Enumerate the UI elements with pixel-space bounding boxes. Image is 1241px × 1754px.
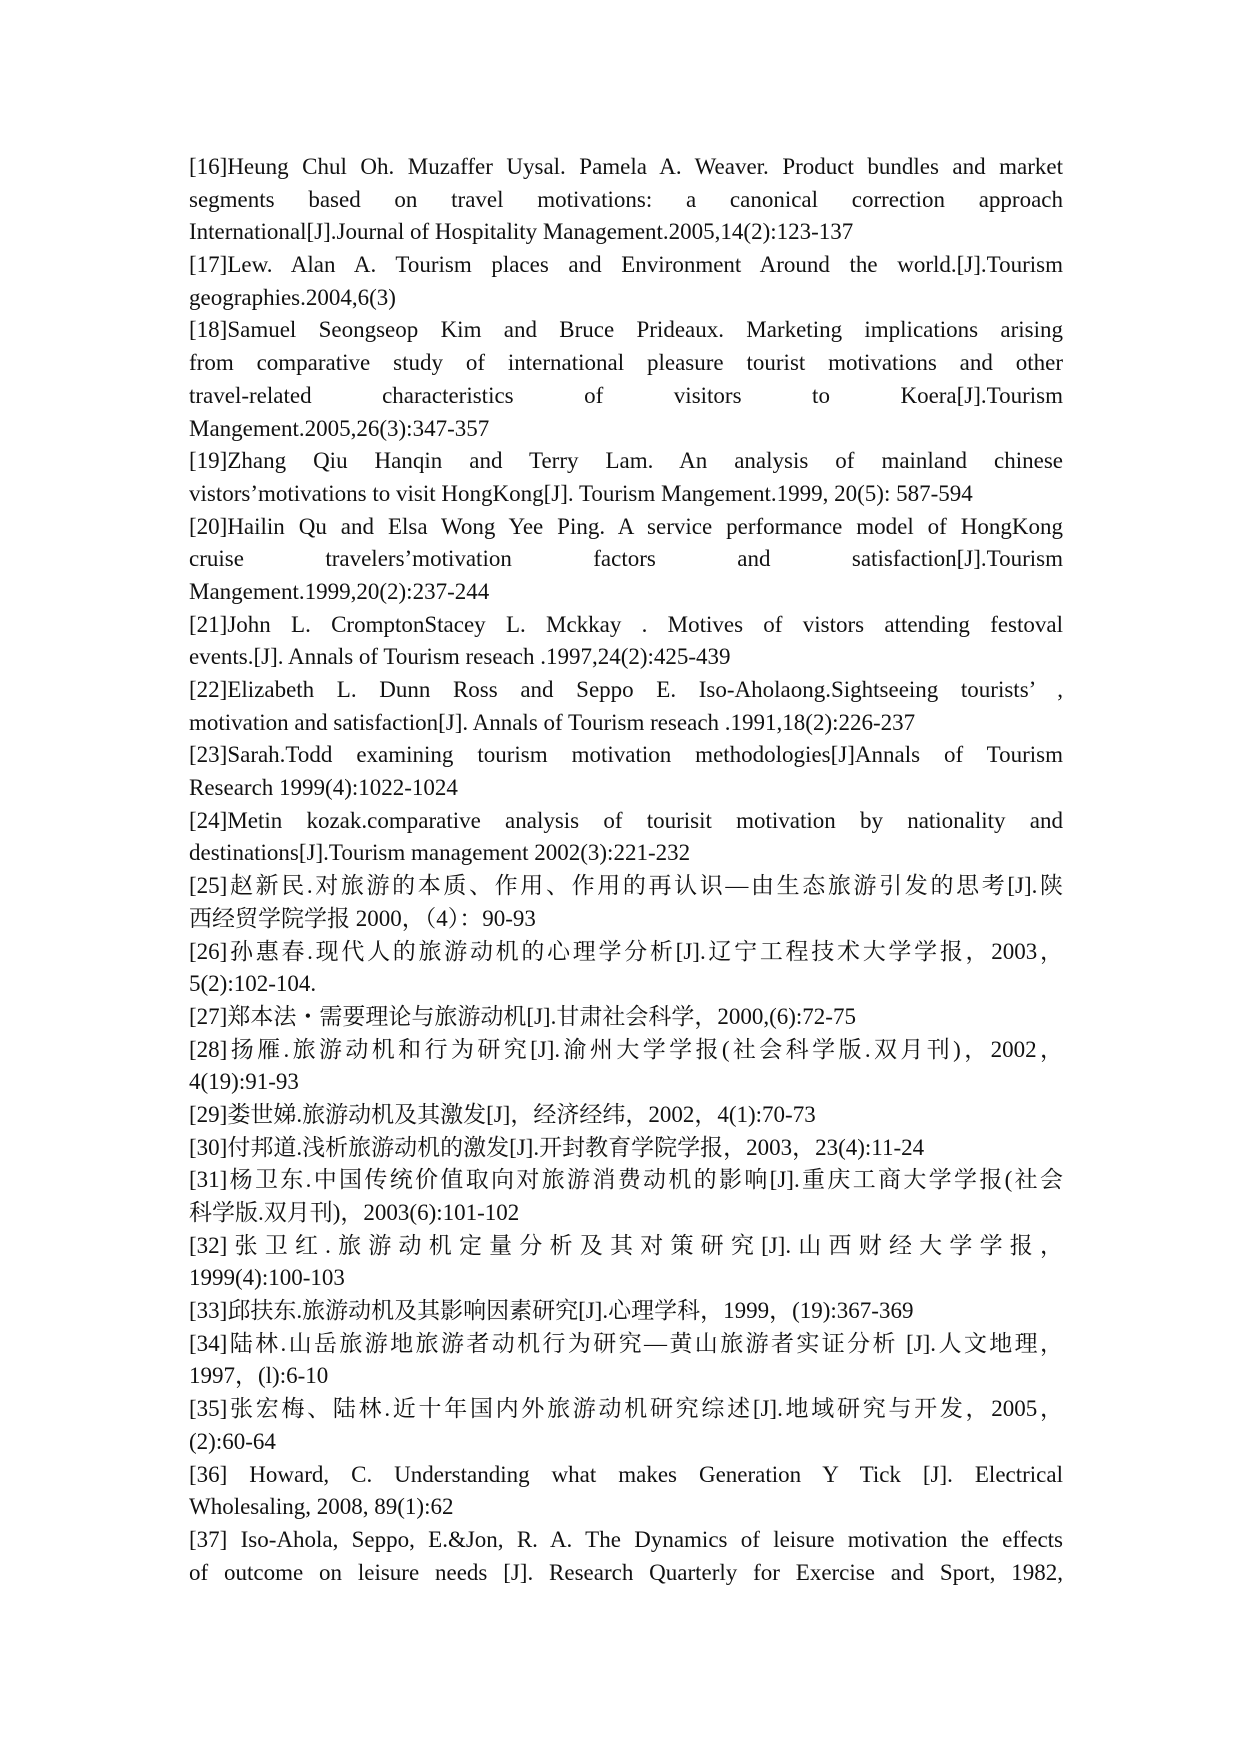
reference-entry	[189, 151, 1063, 249]
reference-line: Mangement.1999,20(2):237-244	[189, 578, 490, 604]
reference-line: [17]Lew. Alan A. Tourism places and Environment Around the world.[J].Tourism	[189, 252, 1063, 278]
reference-line: events.[J]. Annals of Tourism reseach .1997,24(2):425-439	[189, 644, 731, 670]
reference-line: destinations[J].Tourism management 2002(3):221-232	[189, 840, 691, 866]
reference-line: 1999(4):100-103	[189, 1265, 345, 1291]
reference-entry	[189, 674, 1063, 739]
reference-entry	[189, 1459, 1063, 1524]
reference-line: [23]Sarah.Todd examining tourism motivation methodologies[J]Annals of Tourism	[189, 742, 1063, 768]
reference-line: [24]Metin kozak.comparative analysis of tourisit motivation by nationality and	[189, 807, 1063, 833]
reference-line: [29]娄世娣.旅游动机及其激发[J]，经济经纬，2002，4(1):70-73	[189, 1101, 816, 1127]
reference-entry	[189, 936, 1063, 1001]
reference-entry	[189, 1034, 1063, 1099]
reference-entry	[189, 1230, 1063, 1295]
reference-entry	[189, 739, 1063, 804]
reference-line: [37] Iso-Ahola, Seppo, E.&Jon, R. A. The Dynamics of leisure motivation the effects	[189, 1526, 1063, 1552]
reference-line: [36] Howard, C. Understanding what makes Generation Y Tick [J]. Electrical	[189, 1461, 1063, 1487]
reference-entry	[189, 1099, 1063, 1132]
reference-line: [21]John L. CromptonStacey L. Mckkay . Motives of vistors attending festoval	[189, 611, 1063, 637]
reference-line: [31]杨卫东.中国传统价值取向对旅游消费动机的影响[J].重庆工商大学学报(社会	[189, 1167, 1063, 1193]
reference-entry	[189, 870, 1063, 935]
reference-line: [35]张宏梅、陆林.近十年国内外旅游动机研究综述[J].地域研究与开发，2005，	[189, 1396, 1063, 1422]
reference-line: 1997，(l):6-10	[189, 1363, 329, 1389]
reference-entry	[189, 1295, 1063, 1328]
reference-line: International[J].Journal of Hospitality Management.2005,14(2):123-137	[189, 219, 854, 245]
reference-line: [19]Zhang Qiu Hanqin and Terry Lam. An analysis of mainland chinese	[189, 448, 1063, 474]
reference-entry	[189, 1328, 1063, 1393]
reference-line: travel-related characteristics of visitors to Koera[J].Tourism	[189, 382, 1063, 408]
reference-entry	[189, 445, 1063, 510]
reference-line: motivation and satisfaction[J]. Annals of Tourism reseach .1991,18(2):226-237	[189, 709, 916, 735]
reference-line: [34]陆林.山岳旅游地旅游者动机行为研究—黄山旅游者实证分析 [J].人文地理，	[189, 1330, 1063, 1356]
reference-entry	[189, 1524, 1063, 1589]
reference-line: [30]付邦道.浅析旅游动机的激发[J].开封教育学院学报，2003，23(4):11-24	[189, 1134, 925, 1160]
reference-line: [22]Elizabeth L. Dunn Ross and Seppo E. Iso-Aholaong.Sightseeing tourists’ ,	[189, 677, 1063, 702]
reference-line: (2):60-64	[189, 1428, 276, 1454]
reference-line: geographies.2004,6(3)	[189, 284, 396, 310]
reference-line: 西经贸学院学报 2000，（4）：90-93	[189, 905, 536, 931]
reference-line: segments based on travel motivations: a canonical correction approach	[189, 186, 1063, 212]
reference-entry	[189, 1393, 1063, 1458]
reference-line: Mangement.2005,26(3):347-357	[189, 415, 490, 441]
reference-line: from comparative study of international pleasure tourist motivations and other	[189, 350, 1063, 376]
reference-line: [18]Samuel Seongseop Kim and Bruce Prideaux. Marketing implications arising	[189, 317, 1063, 343]
reference-entry	[189, 1132, 1063, 1165]
reference-line: [26]孙惠春.现代人的旅游动机的心理学分析[J].辽宁工程技术大学学报，2003，	[189, 938, 1063, 964]
reference-line: 5(2):102-104.	[189, 971, 317, 997]
reference-entry	[189, 1164, 1063, 1229]
reference-entry	[189, 609, 1063, 674]
reference-line: [32]张卫红.旅游动机定量分析及其对策研究[J].山西财经大学学报，	[189, 1232, 1063, 1258]
reference-line: [33]邱扶东.旅游动机及其影响因素研究[J].心理学科，1999，(19):367-369	[189, 1298, 914, 1324]
reference-line: [25]赵新民.对旅游的本质、作用、作用的再认识—由生态旅游引发的思考[J].陕	[189, 873, 1063, 899]
reference-line: [16]Heung Chul Oh. Muzaffer Uysal. Pamela A. Weaver. Product bundles and market	[189, 154, 1063, 179]
reference-line: 4(19):91-93	[189, 1069, 299, 1095]
reference-line: 科学版.双月刊)，2003(6):101-102	[189, 1200, 520, 1225]
reference-entry	[189, 314, 1063, 445]
reference-line: [27]郑本法・需要理论与旅游动机[J].甘肃社会科学，2000,(6):72-75	[189, 1003, 856, 1029]
reference-entry	[189, 805, 1063, 870]
reference-line: Research 1999(4):1022-1024	[189, 775, 458, 801]
reference-entry	[189, 511, 1063, 609]
reference-line: Wholesaling, 2008, 89(1):62	[189, 1494, 454, 1520]
reference-entry	[189, 1001, 1063, 1034]
reference-list	[189, 151, 1063, 1589]
reference-entry	[189, 249, 1063, 314]
reference-line: of outcome on leisure needs [J]. Research Quarterly for Exercise and Sport, 1982,	[189, 1559, 1063, 1585]
reference-line: vistors’motivations to visit HongKong[J]. Tourism Mangement.1999, 20(5): 587-594	[189, 480, 973, 506]
reference-line: [28]扬雁.旅游动机和行为研究[J].渝州大学学报(社会科学版.双月刊)，2002，	[189, 1036, 1063, 1062]
reference-line: cruise travelers’motivation factors and satisfaction[J].Tourism	[189, 546, 1063, 572]
reference-line: [20]Hailin Qu and Elsa Wong Yee Ping. A service performance model of HongKong	[189, 513, 1063, 539]
